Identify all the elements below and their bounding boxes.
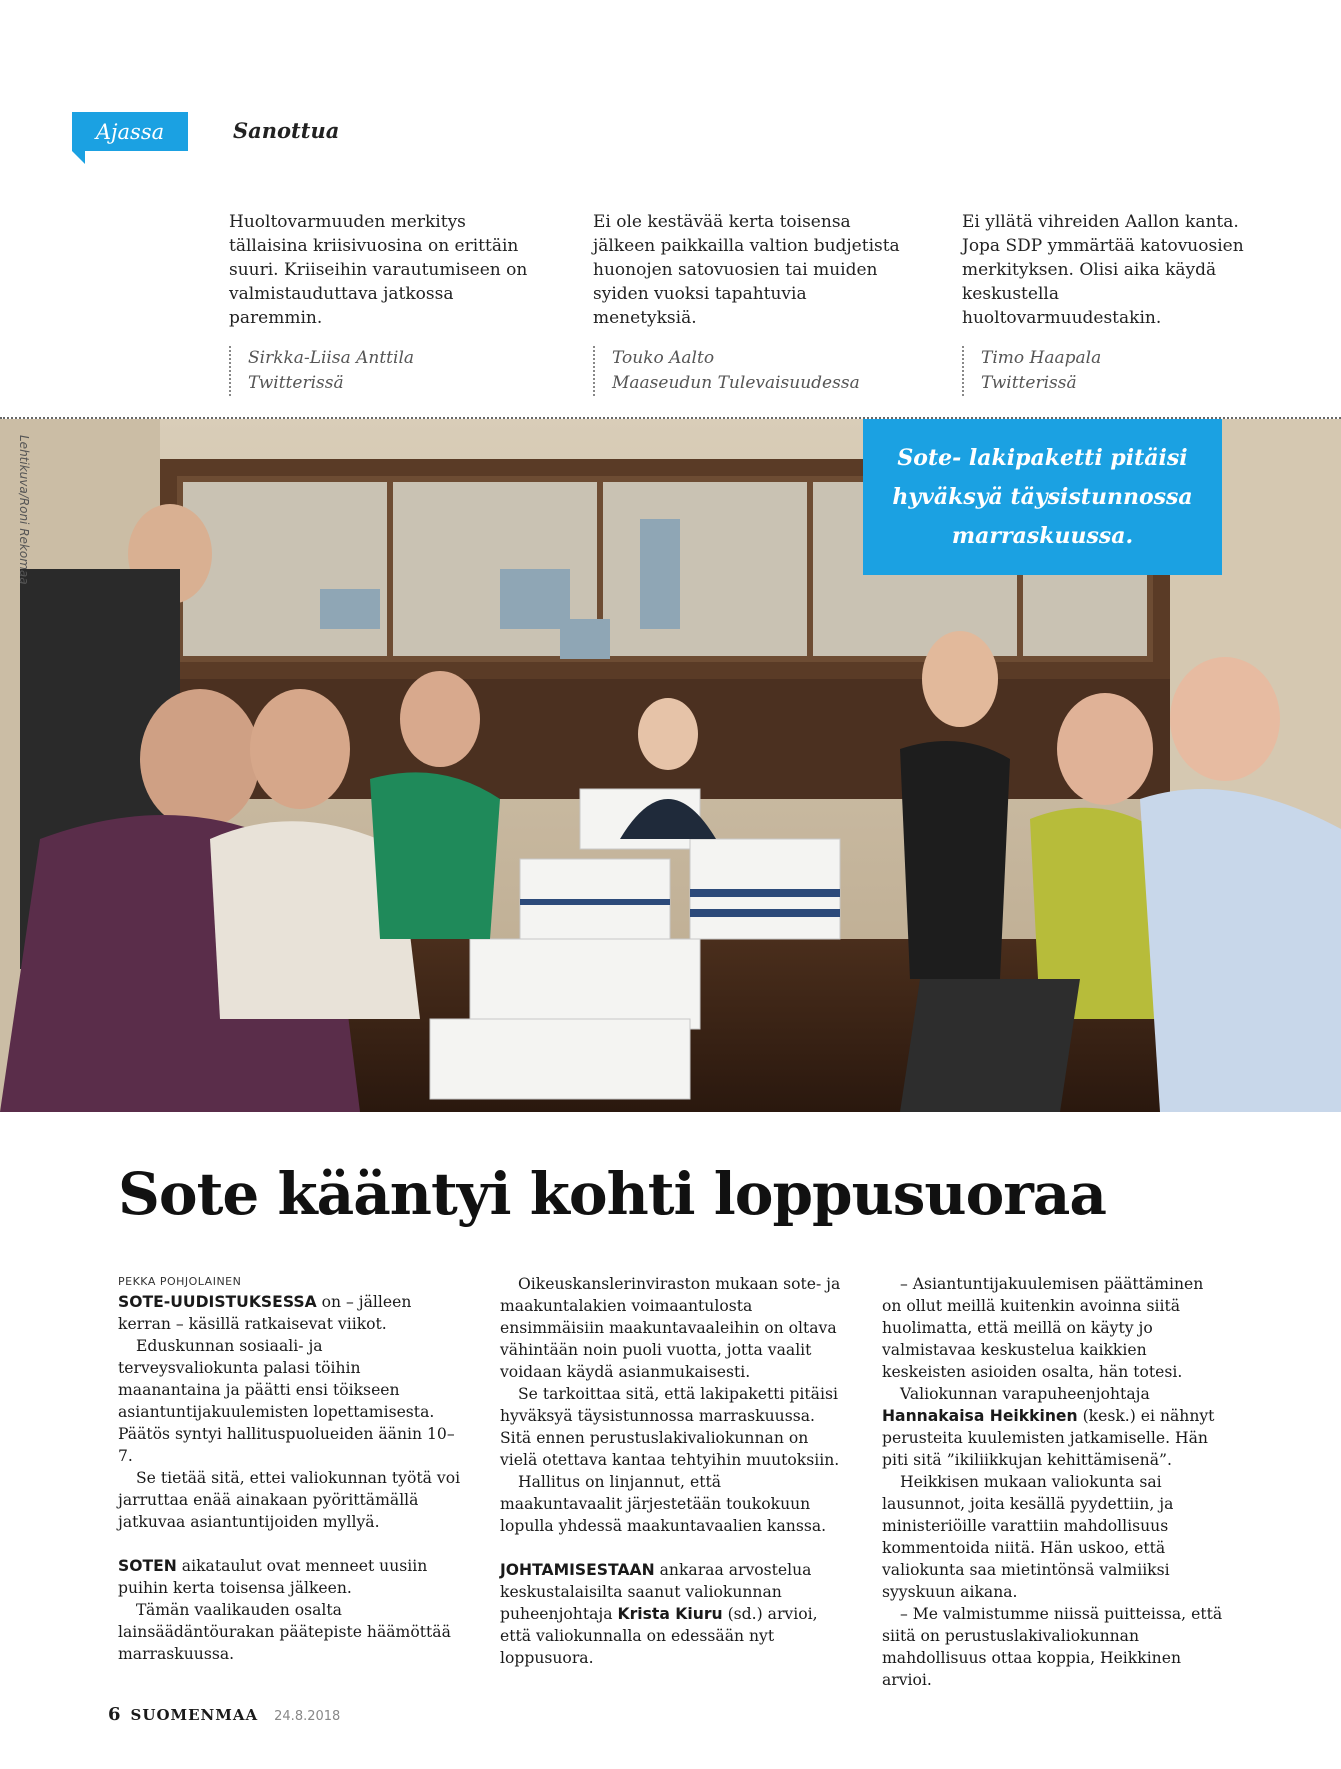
paragraph: Oikeuskanslerinviraston mukaan sote- ja maakuntalakien voimaantulosta ensimmäisiin maakuntavaaleihin on oltava vähintään noin puoli vuotta, jotta vaalit voidaan käydä asianmukaisesti.	[500, 1275, 841, 1381]
page-footer	[108, 1704, 340, 1725]
paragraph: SOTEN aikataulut ovat menneet uusiin puihin kerta toisensa jälkeen.	[118, 1557, 428, 1597]
photo-credit: Lehtikuva/Roni Rekomaa	[17, 435, 31, 585]
quote-attribution	[229, 346, 549, 396]
quote-author: Touko Aalto	[612, 348, 715, 368]
paragraph: Se tarkoittaa sitä, että lakipaketti pitäisi hyväksyä täysistunnossa marraskuussa. Sitä ennen perustuslakivaliokunnan on vielä otettava kantaa tehtyihin muutoksiin.	[500, 1385, 840, 1469]
quote-source: Twitterissä	[248, 373, 344, 393]
section-tag	[72, 112, 188, 151]
article-column-3	[882, 1273, 1227, 1691]
article-column-1	[118, 1273, 463, 1665]
quote-text: Ei yllätä vihreiden Aallon kanta. Jopa SDP ymmärtää katovuosien merkityksen. Olisi aika käydä keskustella huoltovarmuudestakin.	[962, 212, 1244, 328]
issue-date: 24.8.2018	[274, 1709, 341, 1724]
byline: PEKKA POHJOLAINEN	[118, 1275, 242, 1288]
section-tag-label: Ajassa	[95, 119, 165, 144]
section-title: Sanottua	[233, 118, 340, 143]
lead-word: SOTE-UUDISTUKSESSA	[118, 1293, 317, 1311]
quote-author: Sirkka-Liisa Anttila	[248, 348, 415, 368]
pull-quote-callout	[863, 419, 1222, 575]
quote-3	[962, 210, 1262, 396]
quote-author: Timo Haapala	[981, 348, 1102, 368]
paragraph: SOTE-UUDISTUKSESSA on – jälleen kerran – käsillä ratkaisevat viikot.	[118, 1293, 412, 1333]
page-number: 6	[108, 1704, 121, 1725]
paragraph: JOHTAMISESTAAN ankaraa arvostelua keskustalaisilta saanut valiokunnan puheenjohtaja Krista Kiuru (sd.) arvioi, että valiokunnalla on edessään nyt loppusuora.	[500, 1561, 818, 1667]
article-column-2	[500, 1273, 845, 1669]
magazine-name: SUOMENMAA	[130, 1706, 259, 1724]
paragraph: – Me valmistumme niissä puitteissa, että siitä on perustuslakivaliokunnan mahdollisuus ottaa koppia, Heikkinen arvioi.	[882, 1605, 1223, 1689]
lead-word: JOHTAMISESTAAN	[500, 1561, 655, 1579]
quote-attribution	[593, 346, 913, 396]
person-name: Hannakaisa Heikkinen	[882, 1407, 1078, 1425]
paragraph: Heikkisen mukaan valiokunta sai lausunnot, joita kesällä pyydettiin, ja ministeriöille varattiin mahdollisuus kommentoida niitä. Hän uskoo, että valiokunta saa mietintönsä valmiiksi syyskuun aikana.	[882, 1473, 1174, 1601]
paragraph: Eduskunnan sosiaali- ja terveysvaliokunta palasi töihin maanantaina ja päätti ensi töikseen asiantuntijakuulemisten lopettamisesta. Päätös syntyi hallituspuolueiden äänin 10–7.	[118, 1337, 455, 1465]
quote-source: Maaseudun Tulevaisuudessa	[612, 373, 860, 393]
paragraph: Hallitus on linjannut, että maakuntavaalit järjestetään toukokuun lopulla yhdessä maakuntavaalien kanssa.	[500, 1473, 827, 1535]
section-tag-tail	[72, 151, 85, 164]
article-headline: Sote kääntyi kohti loppusuoraa	[118, 1160, 1106, 1228]
quote-text: Ei ole kestävää kerta toisensa jälkeen paikkailla valtion budjetista huonojen satovuosien tai muiden syiden vuoksi tapahtuvia menetyksiä.	[593, 212, 900, 328]
quote-source: Twitterissä	[981, 373, 1077, 393]
lead-word: SOTEN	[118, 1557, 177, 1575]
callout-text: Sote- lakipaketti pitäisi hyväksyä täysistunnossa marraskuussa.	[892, 444, 1193, 549]
quote-attribution	[962, 346, 1262, 396]
quote-2	[593, 210, 913, 396]
quote-text: Huoltovarmuuden merkitys tällaisina kriisivuosina on erittäin suuri. Kriiseihin varautumiseen on valmistauduttava jatkossa paremmin.	[229, 212, 528, 328]
paragraph: Valiokunnan varapuheenjohtaja Hannakaisa Heikkinen (kesk.) ei nähnyt perusteita kuulemisten jatkamiselle. Hän piti sitä ”ikiliikkujan kehittämisenä”.	[882, 1385, 1215, 1469]
quote-1	[229, 210, 549, 396]
paragraph: Se tietää sitä, ettei valiokunnan työtä voi jarruttaa enää ainakaan pyörittämällä jatkuvaa asiantuntijoiden myllyä.	[118, 1469, 461, 1531]
paragraph: Tämän vaalikauden osalta lainsäädäntöurakan päätepiste häämöttää marraskuussa.	[118, 1601, 451, 1663]
paragraph: – Asiantuntijakuulemisen päättäminen on ollut meillä kuitenkin avoinna siitä huolimatta, että meillä on käyty jo valmistavaa keskustelua kaikkien keskeisten asioiden osalta, hän totesi.	[882, 1275, 1204, 1381]
person-name: Krista Kiuru	[617, 1605, 723, 1623]
